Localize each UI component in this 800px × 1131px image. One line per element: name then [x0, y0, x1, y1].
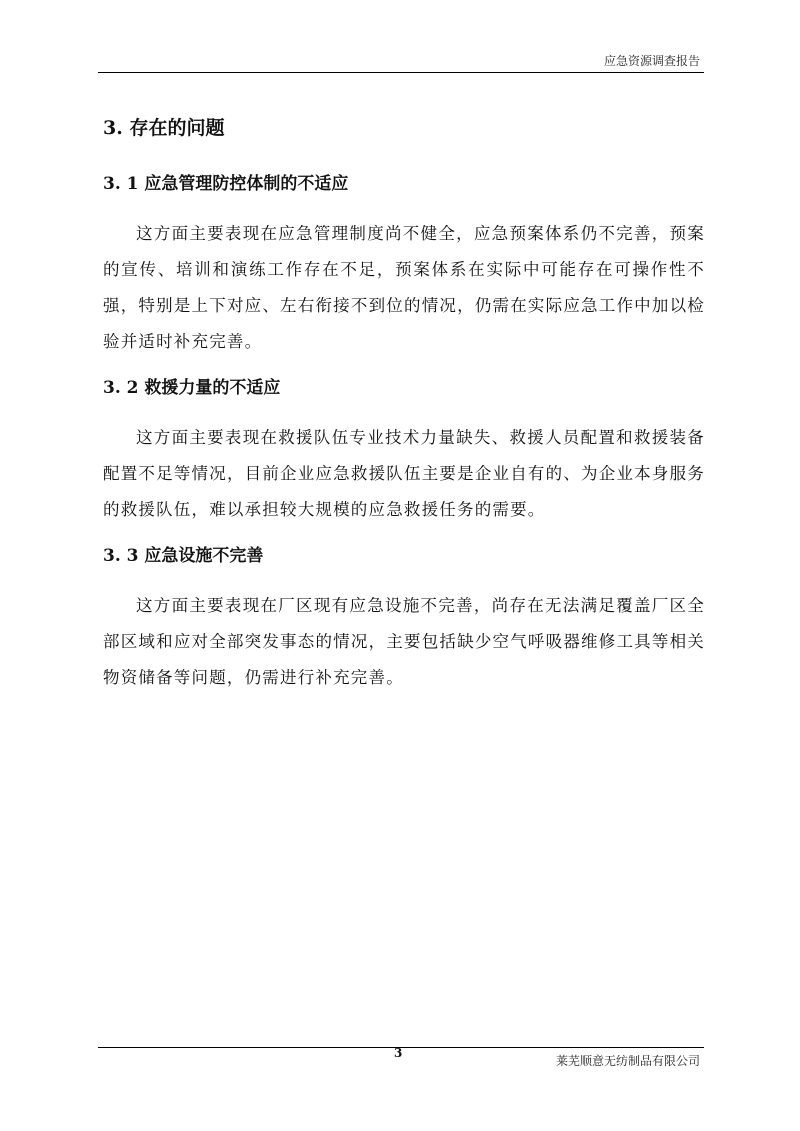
body-paragraph: 这方面主要表现在厂区现有应急设施不完善，尚存在无法满足覆盖厂区全部区域和应对全部突发事态的情况，主要包括缺少空气呼吸器维修工具等相关物资储备等问题，仍需进行补充完善。 [103, 596, 705, 687]
company-name: 莱芜顺意无纺制品有限公司 [555, 1054, 700, 1068]
subsection-heading: 3. 3 应急设施不完善 [103, 546, 264, 566]
page-number: 3 [394, 1046, 403, 1060]
running-header: 应急资源调查报告 [603, 54, 700, 68]
subsection-3 [103, 542, 705, 696]
body-paragraph: 这方面主要表现在应急管理制度尚不健全，应急预案体系仍不完善，预案的宣传、培训和演练工作存在不足，预案体系在实际中可能存在可操作性不强，特别是上下对应、左右衔接不到位的情况，仍需在实际应急工作中加以检验并适时补充完善。 [103, 224, 705, 351]
header-divider [98, 72, 704, 73]
body-paragraph: 这方面主要表现在救援队伍专业技术力量缺失、救援人员配置和救援装备配置不足等情况，目前企业应急救援队伍主要是企业自有的、为企业本身服务的救援队伍，难以承担较大规模的应急救援任务的需要。 [103, 428, 705, 519]
document-body [103, 112, 705, 710]
subsection-heading: 3. 2 救援力量的不适应 [103, 378, 281, 398]
subsection-1 [103, 170, 705, 360]
subsection-heading: 3. 1 应急管理防控体制的不适应 [103, 174, 349, 194]
section-heading: 3. 存在的问题 [103, 117, 225, 139]
subsection-2 [103, 374, 705, 528]
